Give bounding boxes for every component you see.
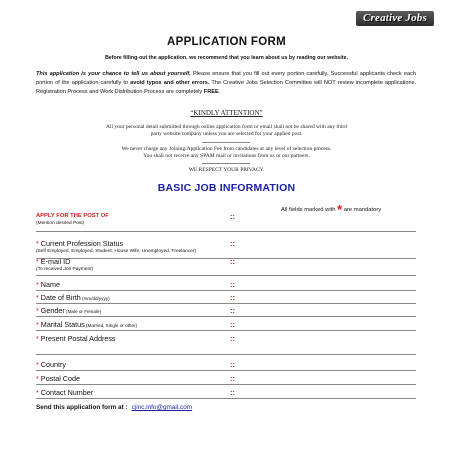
notice-paragraph [36,70,416,96]
post-label: APPLY FOR THE POST OF [36,213,109,219]
profession-label: * Current Profession Status [36,239,124,248]
field-colon: :: [230,388,235,397]
intro-text: Before filling-out the application, we recommend that you learn about us by reading our website. [104,55,349,61]
field-colon: :: [230,306,235,315]
privacy-line: party website/company unless you are selected for your applied post. [150,131,303,137]
field-colon: :: [230,239,235,248]
gender-label: * Gender (Male or Female) [36,306,102,315]
profession-field[interactable] [36,239,416,259]
notice-free: FREE [203,88,219,95]
field-colon: :: [230,374,235,383]
divider [202,163,250,164]
notice-emphasis: avoid typos and other errors. [130,79,210,86]
contact-number-label: * Contact Number [36,388,94,397]
field-colon: :: [230,320,235,329]
mandatory-suffix: are mandatory [343,207,382,213]
name-label: * Name [36,280,60,289]
section-title: BASIC JOB INFORMATION [157,182,296,194]
field-colon: :: [230,360,235,369]
country-label: * Country [36,360,66,369]
creative-jobs-logo: Creative Jobs [356,11,434,26]
country-field[interactable] [36,360,416,371]
form-title: APPLICATION FORM [167,36,286,48]
privacy-paragraph-2 [0,146,453,160]
privacy-paragraph-1 [0,124,453,138]
send-instructions [36,404,192,411]
email-hint: (To received Job Payment) [36,267,94,272]
kindly-attention-heading: “KINDLY ATTENTION” [190,109,263,117]
respect-privacy-text: WE RESPECT YOUR PRIVACY. [188,167,265,173]
gender-field[interactable] [36,306,416,317]
email-field[interactable] [36,257,416,276]
dob-label: * Date of Birth (mm/dd/yyyy) [36,293,110,302]
post-hint: (Mention desired Post) [36,221,85,226]
privacy-line: You shall not receive any SPAM mail or invitations from us or our partners. [143,153,310,159]
field-colon: :: [230,293,235,302]
privacy-line: All your personal detail submitted through online application form or email shall not be shared with any third [106,124,347,130]
notice-body-1: Please ensure that you fill out every portion carefully. Successful applicants check each portion of the application carefully to [36,71,417,86]
dob-field[interactable] [36,293,416,304]
field-colon: :: [230,257,235,266]
email-link[interactable]: cjinc.info@gmail.com [131,404,193,411]
postal-code-field[interactable] [36,374,416,385]
notice-end: . [218,88,221,95]
address-label: * Present Postal Address [36,334,116,343]
privacy-line: We never charge any Joining/Application Fee from candidates at any level of selection process. [121,146,332,152]
email-label: * E-mail ID [36,257,71,266]
send-label: Send this application form at : [36,404,128,411]
post-field[interactable] [36,212,416,232]
marital-label: * Marital Status (Married, Single or other) [36,320,138,329]
contact-number-field[interactable] [36,388,416,399]
address-field[interactable] [36,334,416,355]
required-star-icon: * [337,202,343,217]
postal-code-label: * Postal Code [36,374,80,383]
field-colon: :: [230,280,235,289]
mandatory-prefix: All fields marked with [281,207,336,213]
notice-lead: This application is your chance to tell us about yourself. [36,71,191,77]
marital-field[interactable] [36,320,416,331]
notice-body-2: The Creative Jobs Selection Committee will NOT review incomplete applications. Registration Process and Work Distribution Process are completely [36,79,417,95]
name-field[interactable] [36,280,416,291]
profession-hint: (Self Employed, Employed, Student, House Wife, Unemployed, Freelancer) [36,249,196,254]
field-colon: :: [230,212,235,221]
field-colon: :: [230,334,235,343]
divider [202,142,250,143]
